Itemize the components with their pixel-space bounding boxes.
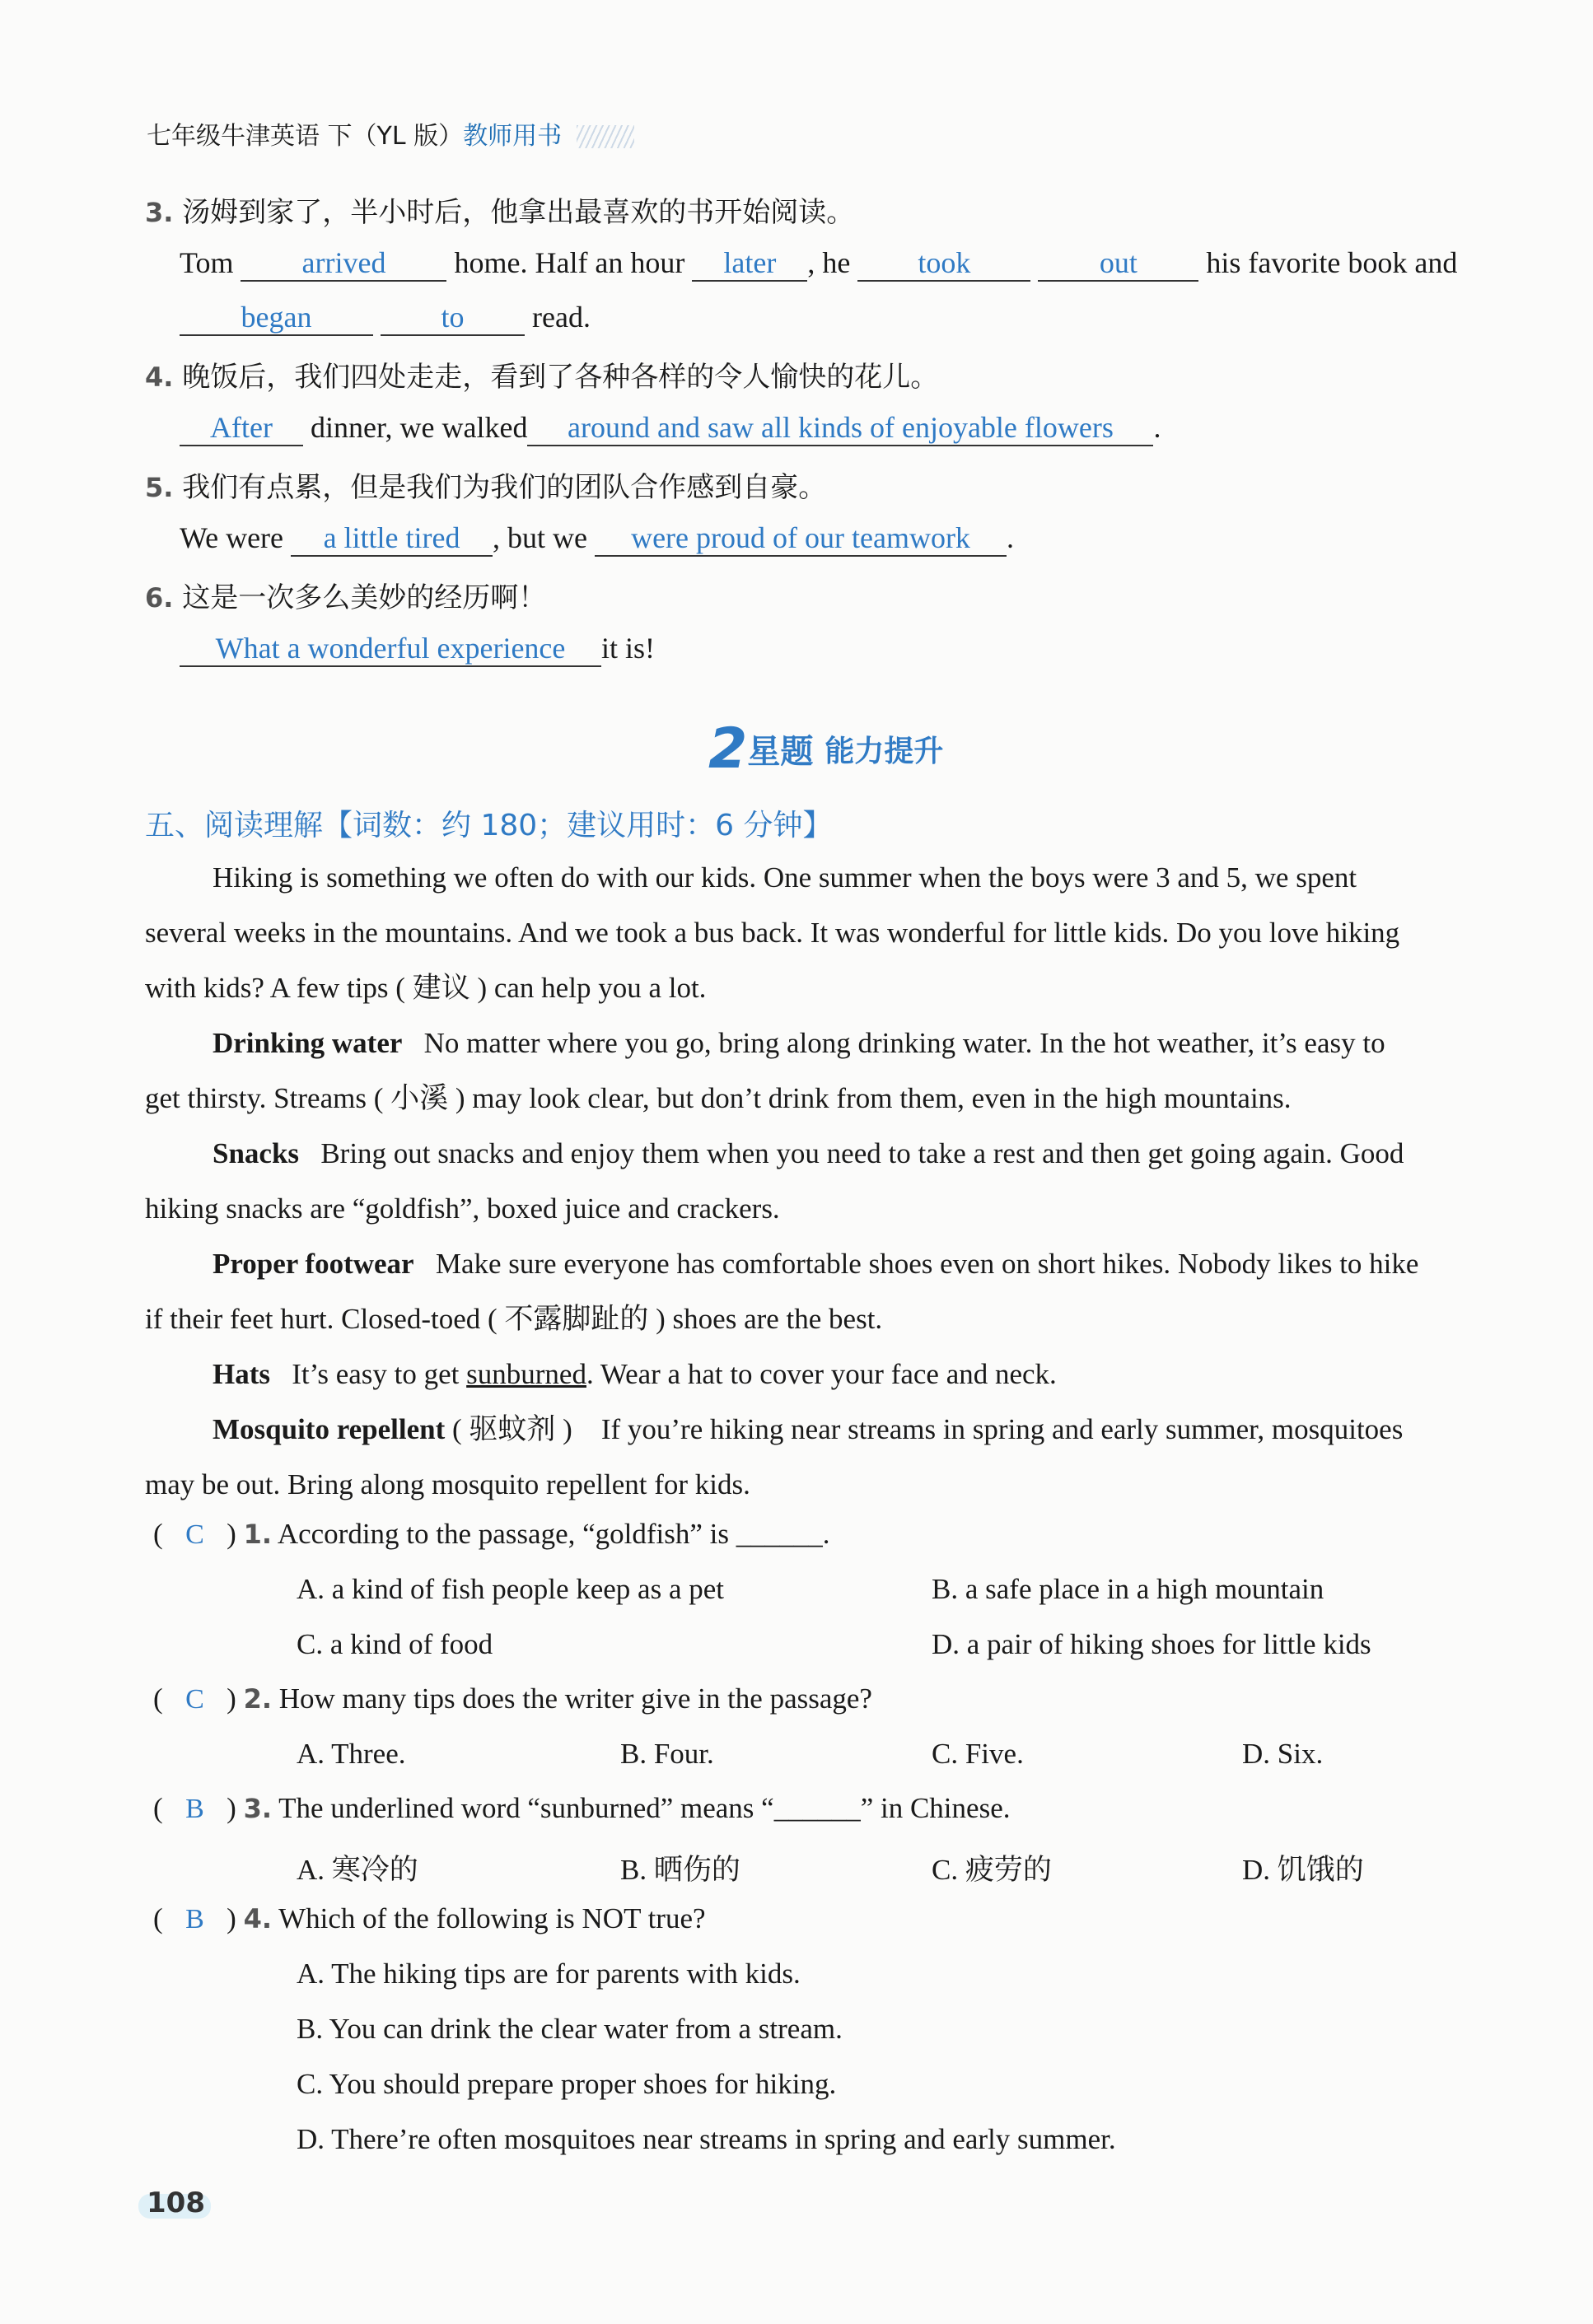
q4-line (180, 410, 1161, 446)
mc-question-4 (153, 1902, 706, 1935)
q5-blank-1[interactable]: a little tired (291, 522, 493, 557)
passage-line: with kids? A few tips ( 建议 ) can help you a lot. (145, 972, 707, 1004)
q3-text: home. Half an hour (454, 246, 685, 279)
q4-number: 4. (145, 362, 174, 393)
q5-number: 5. (145, 472, 174, 503)
question-text: How many tips does the writer give in the passage? (278, 1682, 872, 1715)
tip-hats (145, 1346, 1522, 1402)
difficulty-badge (708, 716, 943, 782)
page-number: 108 (147, 2186, 205, 2219)
answer-choice[interactable]: B (185, 1794, 204, 1824)
paren: ) (227, 1792, 236, 1824)
option-d[interactable]: D. There’re often mosquitoes near streams in spring and early summer. (297, 2123, 1116, 2155)
q5-text: We were (180, 521, 284, 554)
option-b[interactable]: B. a safe place in a high mountain (932, 1573, 1324, 1605)
passage-text: If you’re hiking near streams in spring and early summer, mosquitoes (600, 1413, 1404, 1445)
q3-text: read. (532, 301, 591, 334)
q5-chinese: 我们有点累，但是我们为我们的团队合作感到自豪。 (182, 471, 827, 504)
question-number: 3. (243, 1793, 272, 1824)
paren: ) (227, 1518, 236, 1550)
teacher-edition-label: 教师用书 (463, 122, 563, 151)
star-count: 2 (708, 716, 748, 782)
option-a[interactable]: A. 寒冷的 (297, 1854, 418, 1886)
tip-heading: Mosquito repellent (213, 1413, 446, 1445)
passage-line: may be out. Bring along mosquito repellent for kids. (145, 1468, 750, 1500)
q3-blank-1[interactable]: arrived (241, 247, 446, 282)
option-d[interactable]: D. 饥饿的 (1242, 1854, 1364, 1886)
q3-blank-6[interactable]: to (381, 301, 525, 336)
tip-water (145, 1015, 1522, 1071)
q6-blank-1[interactable]: What a wonderful experience (180, 632, 601, 667)
q3-number: 3. (145, 197, 174, 228)
q5-text: . (1007, 521, 1015, 554)
q4-text: . (1153, 411, 1161, 444)
mc-question-1 (153, 1518, 830, 1551)
tip-snacks (145, 1126, 1522, 1181)
underlined-word: sunburned (466, 1358, 586, 1390)
q6-text: it is! (601, 632, 656, 665)
question-number: 2. (243, 1683, 272, 1715)
option-a[interactable]: A. a kind of fish people keep as a pet (297, 1573, 725, 1605)
question-number: 1. (243, 1519, 272, 1550)
q4-prompt (145, 354, 938, 394)
tip-heading: Hats (213, 1358, 270, 1390)
option-b[interactable]: B. 晒伤的 (620, 1854, 740, 1886)
passage-text: No matter where you go, bring along drinking water. In the hot weather, it’s easy to (423, 1027, 1385, 1059)
q4-text: dinner, we walked (311, 411, 528, 444)
q4-blank-1[interactable]: After (180, 412, 303, 446)
q5-prompt (145, 464, 826, 505)
option-b[interactable]: B. You can drink the clear water from a stream. (297, 2013, 843, 2045)
q5-line (180, 520, 1014, 557)
question-text: According to the passage, “goldfish” is ______. (277, 1518, 830, 1550)
paren: ) (227, 1902, 236, 1934)
ability-label: 能力提升 (825, 735, 944, 768)
reading-passage (145, 850, 1522, 1512)
tip-mosquito (145, 1402, 1522, 1457)
paren: ) (227, 1682, 236, 1715)
q4-blank-2[interactable]: around and saw all kinds of enjoyable flowers (527, 412, 1153, 446)
q3-line1 (180, 245, 1457, 282)
passage-text: . Wear a hat to cover your face and neck. (586, 1358, 1057, 1390)
answer-choice[interactable]: B (185, 1904, 204, 1934)
question-number: 4. (243, 1903, 272, 1934)
book-title: 七年级牛津英语 下（YL 版） (147, 122, 464, 151)
q3-blank-3[interactable]: took (857, 247, 1030, 282)
q3-text: Tom (180, 246, 234, 279)
passage-line: several weeks in the mountains. And we took a bus back. It was wonderful for little kids. Do you love hiking (145, 917, 1400, 949)
passage-text: It’s easy to get (292, 1358, 460, 1390)
option-b[interactable]: B. Four. (620, 1738, 714, 1770)
header-decoration (577, 125, 634, 148)
q3-line2 (180, 300, 591, 336)
passage-line: Hiking is something we often do with our kids. One summer when the boys were 3 and 5, we spent (213, 861, 1357, 894)
option-a[interactable]: A. Three. (297, 1738, 406, 1770)
section-title: 五、阅读理解【词数：约 180；建议用时：6 分钟】 (145, 809, 833, 842)
q3-text: , he (807, 246, 851, 279)
paren: ( (153, 1792, 163, 1824)
q3-blank-5[interactable]: began (180, 301, 373, 336)
paren: ( (153, 1902, 163, 1934)
option-c[interactable]: C. Five. (932, 1738, 1024, 1770)
option-c[interactable]: C. You should prepare proper shoes for hiking. (297, 2068, 837, 2100)
mc-question-2 (153, 1682, 872, 1715)
passage-line: hiking snacks are “goldfish”, boxed juice and crackers. (145, 1192, 780, 1225)
star-label: 星题 (747, 733, 814, 771)
option-d[interactable]: D. Six. (1242, 1738, 1324, 1770)
option-c[interactable]: C. 疲劳的 (932, 1854, 1052, 1886)
tip-footwear (145, 1236, 1522, 1291)
q6-number: 6. (145, 582, 174, 614)
paren: ( (153, 1682, 163, 1715)
option-a[interactable]: A. The hiking tips are for parents with kids. (297, 1958, 801, 1990)
question-text: The underlined word “sunburned” means “______” in Chinese. (278, 1792, 1011, 1824)
tip-heading: Drinking water (213, 1027, 403, 1059)
q3-blank-4[interactable]: out (1038, 247, 1198, 282)
q3-blank-2[interactable]: later (692, 247, 807, 282)
q3-chinese: 汤姆到家了，半小时后，他拿出最喜欢的书开始阅读。 (182, 196, 855, 229)
q6-chinese: 这是一次多么美妙的经历啊！ (182, 581, 547, 614)
q3-prompt (145, 189, 854, 230)
paren: ( (153, 1518, 163, 1550)
q6-line (180, 631, 655, 667)
option-d[interactable]: D. a pair of hiking shoes for little kids (932, 1628, 1371, 1660)
passage-line: get thirsty. Streams ( 小溪 ) may look clear, but don’t drink from them, even in the high mountains. (145, 1082, 1292, 1114)
tip-heading: Snacks (213, 1137, 300, 1169)
q5-text: , but we (493, 521, 588, 554)
running-header (147, 115, 562, 152)
q6-prompt (145, 575, 546, 615)
mc-question-3 (153, 1792, 1010, 1825)
option-c[interactable]: C. a kind of food (297, 1628, 493, 1660)
answer-choice[interactable]: C (185, 1519, 204, 1550)
passage-text: Bring out snacks and enjoy them when you need to take a rest and then get going again. Good (320, 1137, 1404, 1169)
passage-text: Make sure everyone has comfortable shoes even on short hikes. Nobody likes to hike (435, 1248, 1419, 1280)
passage-text: ( 驱蚊剂 ) (452, 1413, 572, 1445)
q5-blank-2[interactable]: were proud of our teamwork (595, 522, 1007, 557)
question-text: Which of the following is NOT true? (278, 1902, 706, 1934)
passage-line: if their feet hurt. Closed-toed ( 不露脚趾的 ) shoes are the best. (145, 1303, 883, 1335)
q3-text: his favorite book and (1206, 246, 1458, 279)
tip-heading: Proper footwear (213, 1248, 414, 1280)
q4-chinese: 晚饭后，我们四处走走，看到了各种各样的令人愉快的花儿。 (182, 361, 939, 394)
answer-choice[interactable]: C (185, 1684, 204, 1715)
